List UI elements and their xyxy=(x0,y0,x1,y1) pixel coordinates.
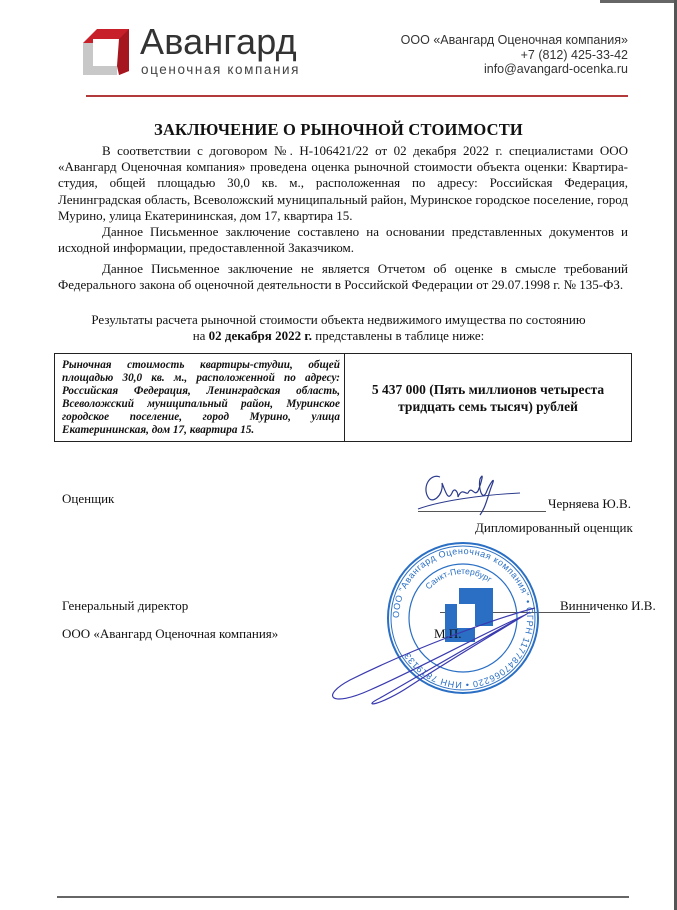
appraiser-signature-icon xyxy=(400,465,540,525)
paragraph-basis: Данное Письменное заключение составлено на основании представленных документов и исходной информации, предоставленной Заказчиком. xyxy=(58,224,628,256)
appraiser-role: Оценщик xyxy=(62,491,115,506)
contact-email[interactable]: info@avangard-ocenka.ru xyxy=(483,62,628,76)
footer-divider xyxy=(57,896,629,898)
appraiser-title: Дипломированный оценщик xyxy=(475,520,633,535)
market-value-cell: 5 437 000 (Пять миллионов четыреста тридцать семь тысяч) рублей xyxy=(371,381,605,414)
paragraph-contract: В соответствии с договором №. Н-106421/22 от 02 декабря 2022 г. специалистами ООО «Авангард Оценочная компания» проведена оценка рыночной стоимости объекта оценки: Квартира-студия, общей площадью 30,0 кв. м., расположенная по адресу: Российская Федерация, Ленинградская область, Всеволожский муниципальный район, Муринское городское поселение, город Мурино, улица Екатерининская, дом 17, квартира 15. xyxy=(58,143,628,223)
page-edge-top xyxy=(600,0,677,3)
valuation-table xyxy=(54,353,632,442)
director-role: Генеральный директор xyxy=(62,598,189,613)
avangard-logo-icon xyxy=(83,29,129,75)
contact-company: ООО «Авангард Оценочная компания» xyxy=(400,33,628,47)
header-divider xyxy=(86,95,628,97)
paragraph-disclaimer: Данное Письменное заключение не является Отчетом об оценке в смысле требований Федерального закона об оценочной деятельности в Российской Федерации от 29.07.1998 г. № 135-ФЗ. xyxy=(58,261,628,293)
contact-phone[interactable]: +7 (812) 425-33-42 xyxy=(520,47,628,62)
svg-text:Санкт-Петербург: Санкт-Петербург xyxy=(423,565,494,592)
valuation-date: 02 декабря 2022 г. xyxy=(208,328,313,343)
director-name: Винниченко И.В. xyxy=(560,598,656,613)
document-title: ЗАКЛЮЧЕНИЕ О РЫНОЧНОЙ СТОИМОСТИ xyxy=(154,120,523,139)
brand-name: Авангард xyxy=(140,21,297,62)
director-signature-icon xyxy=(310,590,540,710)
header-contacts xyxy=(401,33,628,77)
results-intro: Результаты расчета рыночной стоимости объекта недвижимого имущества по состоянию на 02 декабря 2022 г. представлены в таблице ниже: xyxy=(91,312,586,343)
brand-subtitle: оценочная компания xyxy=(141,62,301,77)
appraiser-name: Черняева Ю.В. xyxy=(548,496,631,511)
svg-text:ООО "Авангард Оценочная компан: ООО "Авангард Оценочная компания" • ОГРН 1177847066220 • ИНН 7819133 xyxy=(390,545,536,691)
seal-place-label: М.П. xyxy=(434,626,462,641)
object-description-cell: Рыночная стоимость квартиры-студии, общей площадью 30,0 кв. м., расположенной по адресу: Российская Федерация, Ленинградская область, Всеволожский муниципальный район, Муринское городское поселение, город Мурино, улица Екатерининская, дом 17, квартира 15. xyxy=(55,354,345,441)
director-company: ООО «Авангард Оценочная компания» xyxy=(62,626,279,641)
